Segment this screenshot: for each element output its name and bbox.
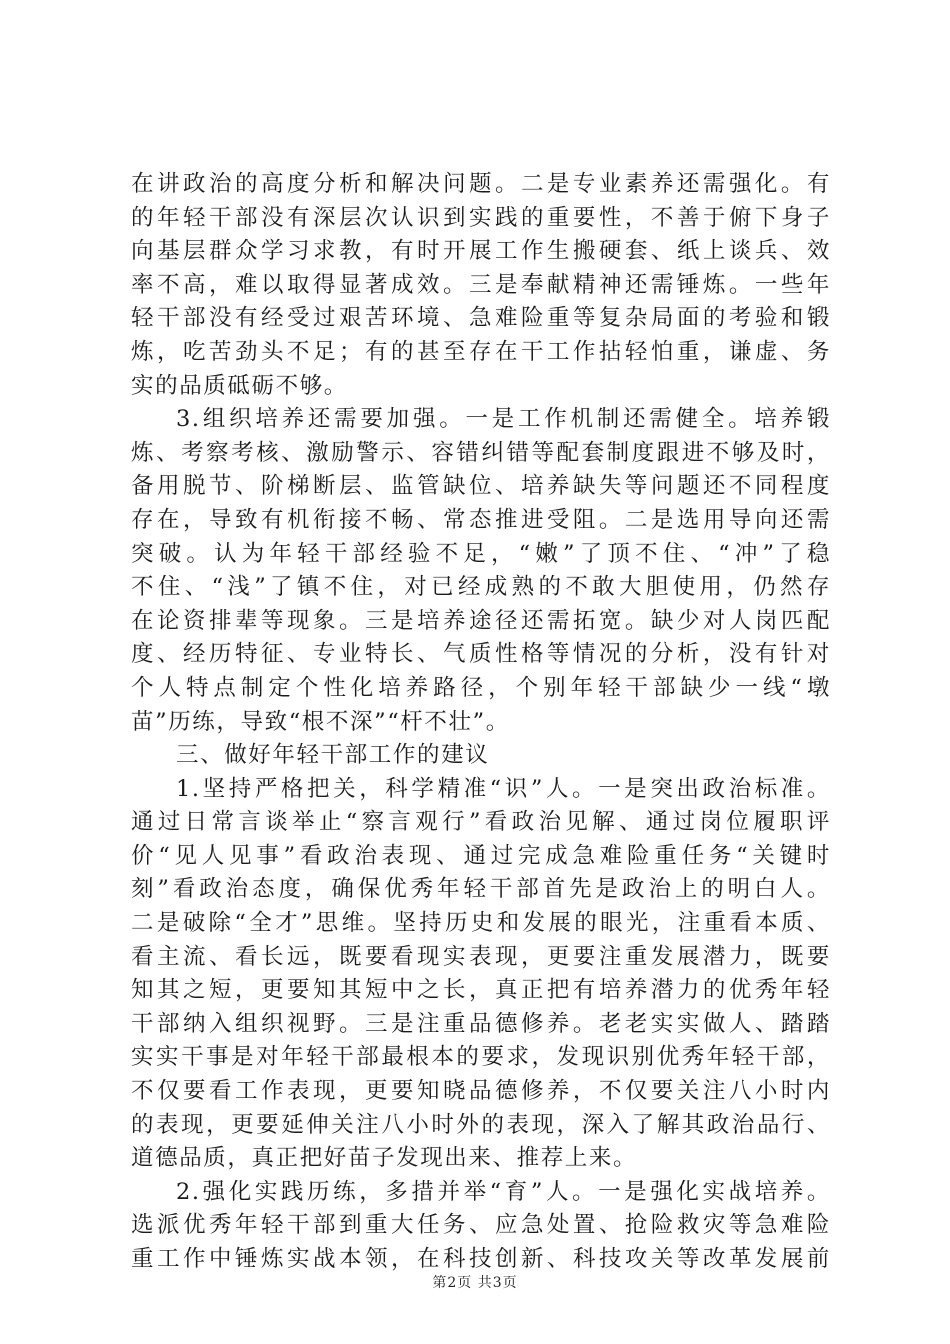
- text-line: 三、做好年轻干部工作的建议: [176, 742, 490, 769]
- text-line: 2.强化实践历练，多措并举“育”人。一是强化实战培养。: [176, 1178, 831, 1205]
- text-line: 在讲政治的高度分析和解决问题。二是专业素养还需强化。有: [131, 171, 831, 197]
- text-line: 重工作中锤炼实战本领，在科技创新、科技攻关等改革发展前: [131, 1246, 831, 1272]
- text-line: 实的品质砥砺不够。: [131, 372, 348, 399]
- text-line: 苗”历练，导致“根不深”“杆不壮”。: [131, 708, 510, 735]
- text-line: 炼，吃苦劲头不足；有的甚至存在干工作拈轻怕重，谦虚、务: [131, 338, 831, 365]
- text-line: 炼、考察考核、激励警示、容错纠错等配套制度跟进不够及时，: [131, 439, 831, 466]
- text-line: 不住、“浅”了镇不住，对已经成熟的不敢大胆使用，仍然存: [131, 574, 831, 601]
- text-line: 率不高，难以取得显著成效。三是奉献精神还需锤炼。一些年: [131, 271, 831, 298]
- text-line: 向基层群众学习求教，有时开展工作生搬硬套、纸上谈兵、效: [131, 238, 831, 265]
- text-line: 轻干部没有经受过艰苦环境、急难险重等复杂局面的考验和锻: [131, 305, 831, 332]
- text-line: 的年轻干部没有深层次认识到实践的重要性，不善于俯下身子: [131, 204, 831, 231]
- text-line: 价“见人见事”看政治表现、通过完成急难险重任务“关键时: [131, 842, 831, 869]
- page-footer: 第2页 共3页: [432, 1275, 518, 1291]
- text-line: 选派优秀年轻干部到重大任务、应急处置、抢险救灾等急难险: [131, 1212, 831, 1239]
- body-text: [131, 168, 831, 1277]
- text-line: 3.组织培养还需要加强。一是工作机制还需健全。培养锻: [176, 406, 831, 433]
- text-line: 知其之短，更要知其短中之长，真正把有培养潜力的优秀年轻: [131, 977, 831, 1004]
- text-line: 刻”看政治态度，确保优秀年轻干部首先是政治上的明白人。: [131, 876, 831, 903]
- text-line: 二是破除“全才”思维。坚持历史和发展的眼光，注重看本质、: [131, 910, 831, 937]
- text-line: 看主流、看长远，既要看现实表现，更要注重发展潜力，既要: [131, 943, 831, 970]
- text-line: 通过日常言谈举止“察言观行”看政治见解、通过岗位履职评: [131, 809, 831, 836]
- text-line: 存在，导致有机衔接不畅、常态推进受阻。二是选用导向还需: [131, 506, 831, 533]
- text-line: 度、经历特征、专业特长、气质性格等情况的分析，没有针对: [131, 641, 831, 668]
- text-line: 干部纳入组织视野。三是注重品德修养。老老实实做人、踏踏: [131, 1010, 831, 1037]
- text-line: 的表现，更要延伸关注八小时外的表现，深入了解其政治品行、: [131, 1111, 831, 1138]
- text-line: 备用脱节、阶梯断层、监管缺位、培养缺失等问题还不同程度: [131, 473, 831, 500]
- text-line: 不仅要看工作表现，更要知晓品德修养，不仅要关注八小时内: [131, 1078, 831, 1105]
- text-line: 突破。认为年轻干部经验不足，“嫩”了顶不住、“冲”了稳: [131, 540, 831, 567]
- text-line: 1.坚持严格把关，科学精准“识”人。一是突出政治标准。: [176, 775, 831, 802]
- text-line: 实实干事是对年轻干部最根本的要求，发现识别优秀年轻干部，: [131, 1044, 831, 1071]
- text-line: 个人特点制定个性化培养路径，个别年轻干部缺少一线“墩: [131, 674, 831, 701]
- text-line: 在论资排辈等现象。三是培养途径还需拓宽。缺少对人岗匹配: [131, 607, 831, 634]
- text-line: 道德品质，真正把好苗子发现出来、推荐上来。: [131, 1145, 638, 1172]
